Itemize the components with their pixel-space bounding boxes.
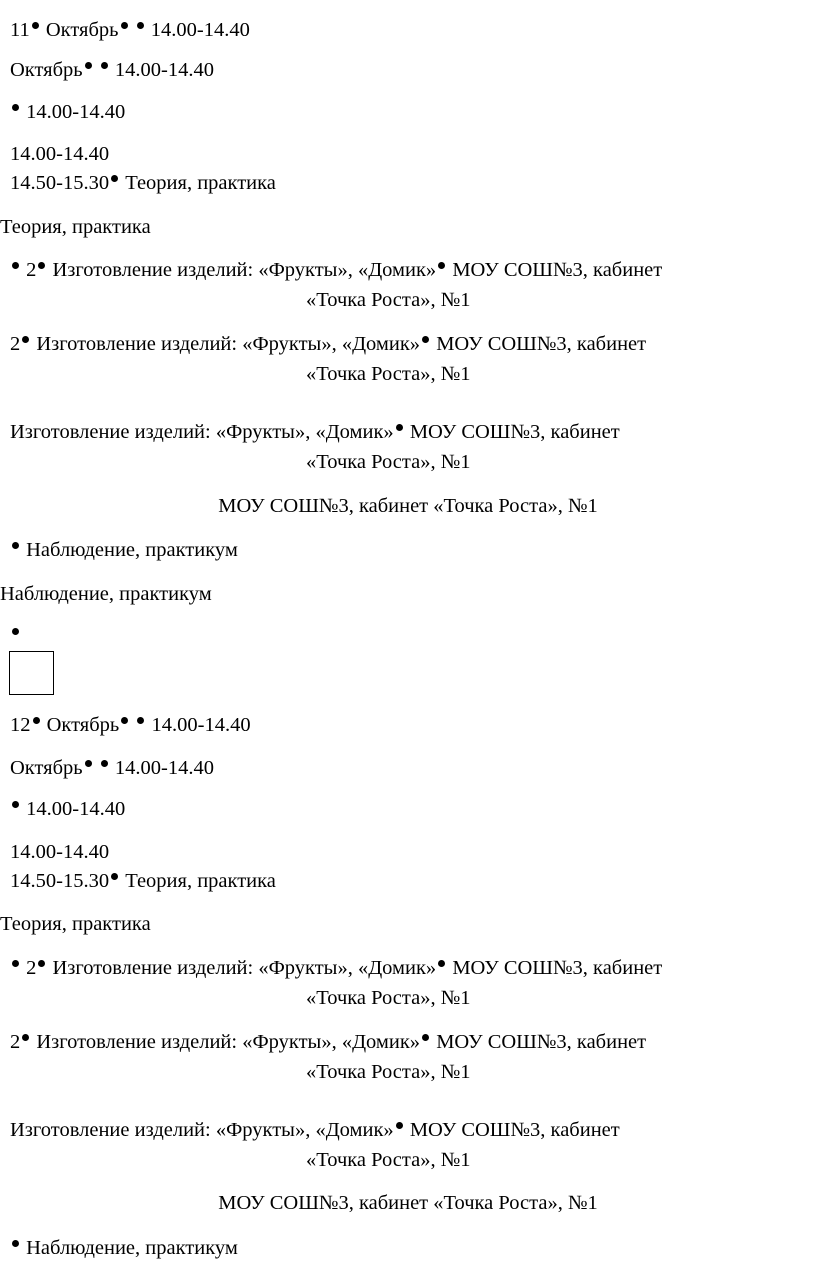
- row-time: [10, 797, 125, 821]
- bullet-icon: [38, 960, 45, 967]
- bullet-icon: [422, 1034, 429, 1041]
- row-time2-form: [10, 869, 276, 893]
- time-slot-1: 14.00-14.40: [10, 841, 110, 863]
- row-control: [10, 1236, 238, 1260]
- row-hours-topic-place: [10, 1030, 646, 1054]
- bullet-icon: [22, 336, 29, 343]
- month: Октябрь: [10, 757, 83, 779]
- place-line1: МОУ СОШ№3, кабинет: [436, 1031, 647, 1053]
- bullet-icon: [438, 262, 445, 269]
- month: Октябрь: [46, 714, 120, 736]
- bullet-icon: [85, 62, 92, 69]
- month: Октябрь: [10, 59, 83, 81]
- bullet-icon: [12, 960, 19, 967]
- row-control: [10, 538, 238, 562]
- control-form: Наблюдение, практикум: [26, 1237, 238, 1259]
- bullet-icon: [137, 717, 144, 724]
- month: Октябрь: [45, 19, 119, 41]
- bullet-icon: [101, 62, 108, 69]
- row-month-time: [10, 756, 214, 780]
- lesson-form: Теория, практика: [0, 913, 151, 935]
- place-line2: «Точка Роста», №1: [306, 289, 471, 311]
- place-line1: МОУ СОШ№3, кабинет: [409, 421, 620, 443]
- place-line2: «Точка Роста», №1: [306, 987, 471, 1009]
- bullet-icon: [12, 104, 19, 111]
- row-number-month-time: [10, 18, 250, 42]
- topic: Изготовление изделий: «Фрукты», «Домик»: [52, 259, 437, 281]
- row-number: 12: [10, 714, 31, 736]
- bullet-icon: [12, 1240, 19, 1247]
- hours: 2: [26, 957, 37, 979]
- place-line1: МОУ СОШ№3, кабинет: [452, 957, 663, 979]
- topic: Изготовление изделий: «Фрукты», «Домик»: [52, 957, 437, 979]
- place-full: МОУ СОШ№3, кабинет «Точка Роста», №1: [218, 1192, 598, 1214]
- bullet-icon: [111, 873, 118, 880]
- time-slot: 14.00-14.40: [26, 798, 126, 820]
- bullet-icon: [12, 801, 19, 808]
- bullet-icon: [396, 1122, 403, 1129]
- time-slot-1: 14.00-14.40: [10, 143, 110, 165]
- bullet-icon: [38, 262, 45, 269]
- time-slot: 14.00-14.40: [114, 59, 214, 81]
- topic: Изготовление изделий: «Фрукты», «Домик»: [36, 333, 421, 355]
- bullet-icon: [121, 717, 128, 724]
- lesson-form: Теория, практика: [0, 216, 151, 238]
- topic: Изготовление изделий: «Фрукты», «Домик»: [10, 421, 394, 443]
- place-line1: МОУ СОШ№3, кабинет: [436, 333, 647, 355]
- row-bullet: [10, 624, 21, 648]
- lesson-form: Теория, практика: [125, 172, 276, 194]
- empty-checkbox: [9, 651, 54, 695]
- row-number-month-time: [10, 713, 251, 737]
- place-line2: «Точка Роста», №1: [306, 1149, 471, 1171]
- time-slot-2: 14.50-15.30: [10, 172, 110, 194]
- row-number: 11: [10, 19, 30, 41]
- bullet-icon: [12, 262, 19, 269]
- hours: 2: [26, 259, 37, 281]
- bullet-icon: [438, 960, 445, 967]
- place-full: МОУ СОШ№3, кабинет «Точка Роста», №1: [218, 495, 598, 517]
- hours: 2: [10, 333, 21, 355]
- place-line1: МОУ СОШ№3, кабинет: [409, 1119, 620, 1141]
- time-slot: 14.00-14.40: [114, 757, 214, 779]
- place-line2: «Точка Роста», №1: [306, 363, 471, 385]
- lesson-form: Теория, практика: [125, 870, 276, 892]
- hours: 2: [10, 1031, 21, 1053]
- topic: Изготовление изделий: «Фрукты», «Домик»: [36, 1031, 421, 1053]
- bullet-icon: [12, 628, 19, 635]
- bullet-icon: [422, 336, 429, 343]
- bullet-icon: [85, 760, 92, 767]
- place-line2: «Точка Роста», №1: [306, 451, 471, 473]
- row-time2-form: [10, 171, 276, 195]
- row-topic-place: [10, 1118, 620, 1142]
- row-topic-place: [10, 420, 620, 444]
- bullet-icon: [101, 760, 108, 767]
- bullet-icon: [111, 175, 118, 182]
- bullet-icon: [22, 1034, 29, 1041]
- time-slot-2: 14.50-15.30: [10, 870, 110, 892]
- bullet-icon: [121, 22, 128, 29]
- place-line2: «Точка Роста», №1: [306, 1061, 471, 1083]
- row-month-time: [10, 58, 214, 82]
- bullet-icon: [137, 22, 144, 29]
- bullet-icon: [33, 717, 40, 724]
- control-form: Наблюдение, практикум: [26, 539, 238, 561]
- time-slot: 14.00-14.40: [26, 101, 126, 123]
- control-form: Наблюдение, практикум: [0, 583, 212, 605]
- row-time: [10, 100, 125, 124]
- row-hours-topic-place: [10, 258, 662, 282]
- time-slot: 14.00-14.40: [150, 19, 250, 41]
- row-hours-topic-place: [10, 332, 646, 356]
- bullet-icon: [396, 424, 403, 431]
- row-hours-topic-place: [10, 956, 662, 980]
- time-slot: 14.00-14.40: [151, 714, 251, 736]
- topic: Изготовление изделий: «Фрукты», «Домик»: [10, 1119, 394, 1141]
- bullet-icon: [12, 542, 19, 549]
- bullet-icon: [32, 22, 39, 29]
- place-line1: МОУ СОШ№3, кабинет: [452, 259, 663, 281]
